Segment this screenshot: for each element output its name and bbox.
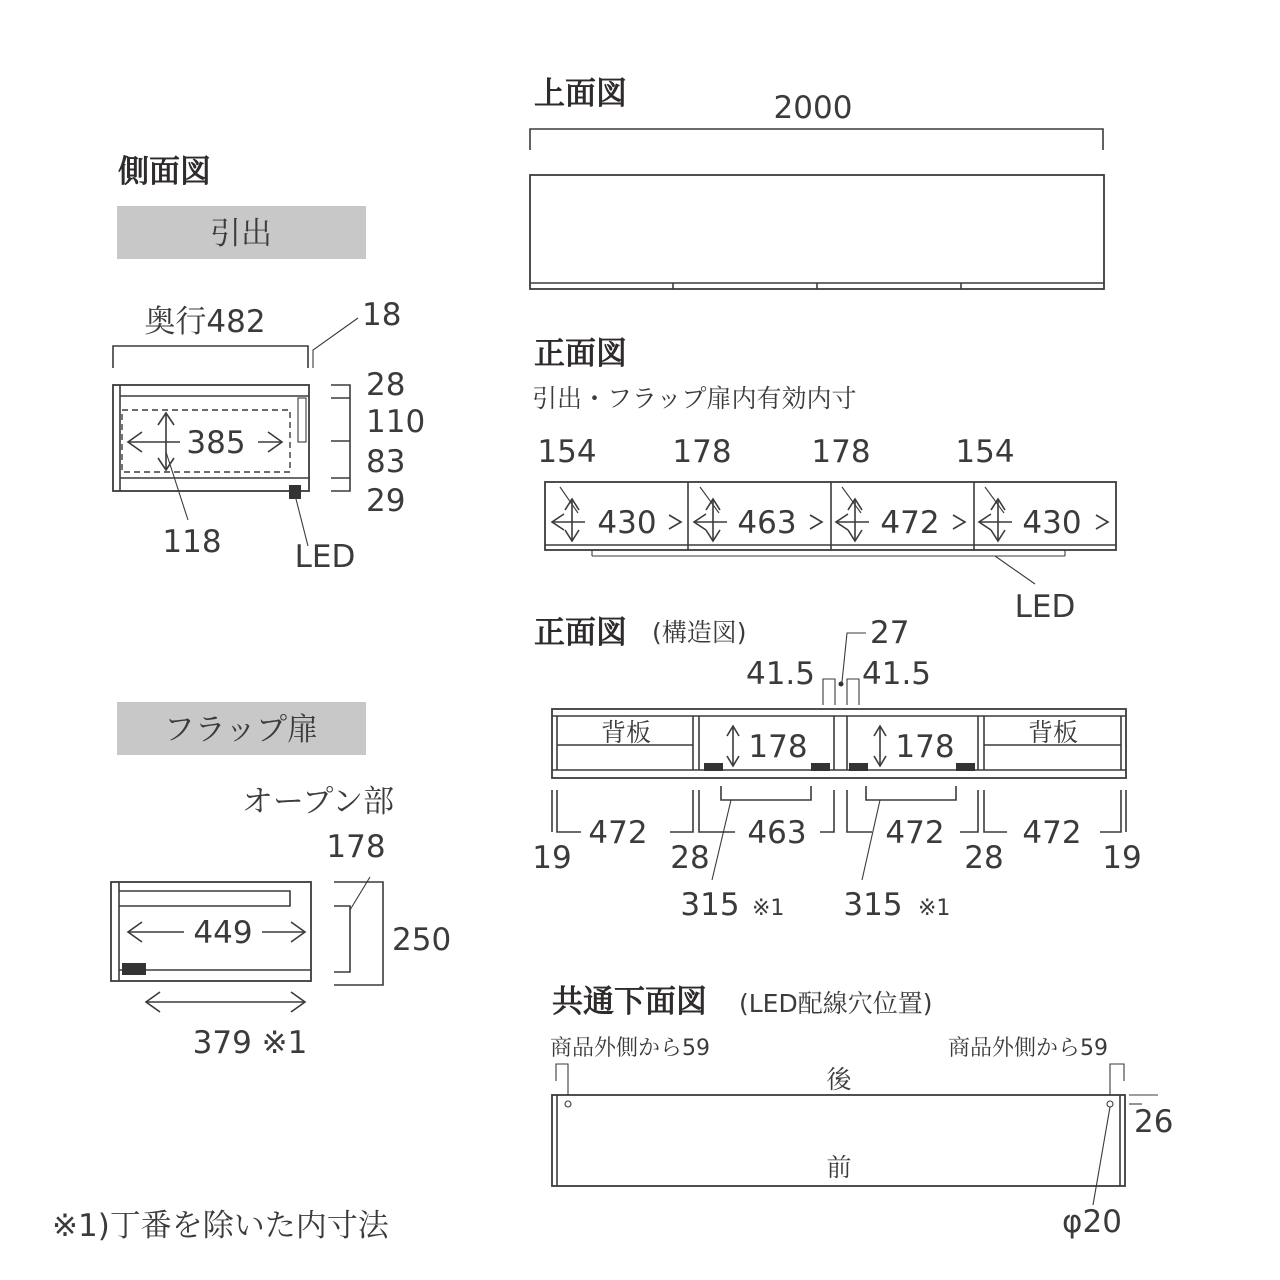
flap-label: フラップ扉: [163, 712, 319, 748]
hinge-width-315-b: 315: [843, 887, 903, 923]
note-mark-b: ※1: [918, 896, 951, 921]
inner-width-label: 385: [186, 425, 246, 461]
side-view: [111, 154, 451, 1061]
front-width-2: 463: [737, 505, 797, 541]
front-height-3: 178: [811, 434, 871, 470]
flap-led-unit: [122, 963, 146, 975]
flap-open-dim: [334, 906, 350, 972]
back-side-label: 後: [826, 1065, 852, 1094]
open-label: オープン部: [241, 784, 395, 820]
dim-110: 110: [366, 404, 426, 440]
hole-offset-26: 26: [1134, 1104, 1174, 1140]
dim-29: 29: [366, 483, 406, 519]
center-panel-27: 27: [870, 615, 910, 651]
front-height-4: 154: [955, 434, 1015, 470]
bottom-view-subtitle: (LED配線穴位置): [739, 989, 933, 1018]
front-width-4: 430: [1022, 505, 1082, 541]
top-width-label: 2000: [773, 90, 853, 126]
front-height-1: 154: [537, 434, 597, 470]
vertical-dim-line: [331, 385, 350, 491]
bottom-view-title: 共通下面図: [552, 984, 707, 1020]
edge-19-right: 19: [1102, 840, 1142, 876]
front-led-leader: [995, 556, 1035, 584]
flap-height-dim: [334, 882, 383, 985]
flap-height-label: 250: [392, 922, 452, 958]
gap-28-right: 28: [964, 840, 1004, 876]
drawer-label: 引出: [210, 216, 272, 252]
hinge-width-315-a: 315: [680, 887, 740, 923]
inner-height-label: 118: [162, 524, 222, 560]
side-led-label: LED: [294, 539, 356, 575]
front-height-2: 178: [672, 434, 732, 470]
front-thickness-leader: [313, 318, 358, 368]
flap-inner-width-label: 449: [193, 915, 253, 951]
edge-19-left: 19: [532, 840, 572, 876]
front-thickness-label: 18: [362, 297, 402, 333]
top-view: [530, 76, 1104, 289]
dim-83: 83: [366, 444, 406, 480]
inner-height-178-b: 178: [895, 729, 955, 765]
flap-depth-label: 379 ※1: [192, 1025, 308, 1061]
front-view-title: 正面図: [534, 336, 627, 372]
front-width-1: 430: [597, 505, 657, 541]
structure-width-3: 472: [885, 815, 945, 851]
front-led-label: LED: [1014, 589, 1076, 625]
top-view-body: [530, 175, 1104, 289]
bottom-view: [550, 984, 1173, 1240]
right-hole-note: 商品外側から59: [948, 1036, 1108, 1061]
front-view: [532, 336, 1116, 625]
note-mark-a: ※1: [752, 896, 785, 921]
structure-width-2: 463: [747, 815, 807, 851]
front-side-label: 前: [826, 1153, 852, 1182]
offset-41-right: 41.5: [862, 656, 932, 692]
structure-width-4: 472: [1022, 815, 1082, 851]
footnote: ※1)丁番を除いた内寸法: [52, 1208, 389, 1244]
side-view-title: 側面図: [118, 154, 211, 190]
dim-28: 28: [366, 367, 406, 403]
structure-view-subtitle: (構造図): [652, 618, 747, 647]
left-hole-note: 商品外側から59: [550, 1036, 710, 1061]
top-width-dim: [530, 129, 1103, 150]
back-board-left: 背板: [600, 718, 652, 747]
structure-view-title: 正面図: [534, 615, 627, 651]
hole-diameter-label: φ20: [1062, 1204, 1122, 1240]
side-led-unit: [289, 485, 301, 499]
front-view-subtitle: 引出・フラップ扉内有効内寸: [532, 384, 857, 413]
front-width-3: 472: [880, 505, 940, 541]
inner-height-178-a: 178: [748, 729, 808, 765]
structure-view: [532, 615, 1141, 923]
back-board-right: 背板: [1027, 718, 1079, 747]
depth-dim-line: [113, 346, 308, 368]
structure-width-1: 472: [588, 815, 648, 851]
depth-label: 奥行482: [144, 304, 266, 340]
top-view-title: 上面図: [534, 76, 627, 112]
gap-28-left: 28: [670, 840, 710, 876]
offset-41-left: 41.5: [745, 656, 815, 692]
open-height-label: 178: [326, 829, 386, 865]
